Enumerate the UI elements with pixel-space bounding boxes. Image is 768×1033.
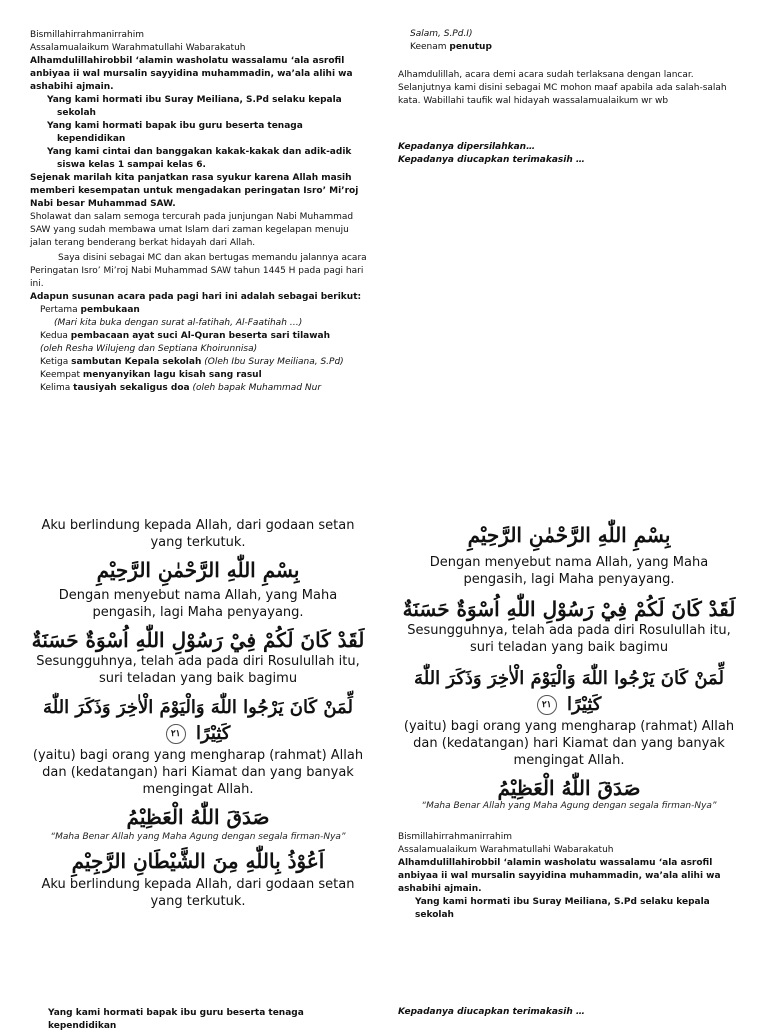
script-page-left bbox=[30, 29, 368, 395]
greeting-teachers-text: Yang kami hormati bapak ibu guru beserta tenaga kependidikan bbox=[47, 121, 303, 144]
agenda-item-2 bbox=[40, 330, 368, 343]
bismillah-line: Bismillahirrahmanirrahim bbox=[30, 30, 145, 40]
taawudz-translation: Aku berlindung kepada Allah, dari godaan setan yang terkutuk. bbox=[41, 877, 355, 909]
agenda-heading: Adapun susunan acara pada pagi hari ini adalah sebagai berikut: bbox=[30, 292, 362, 302]
bismillah-line-right: Bismillahirrahmanirrahim bbox=[398, 832, 513, 842]
agenda-item-5 bbox=[40, 382, 368, 395]
ayah-1-arabic-right: لَقَدْ كَانَ لَكُمْ فِيْ رَسُوْلِ اللّٰهِ اُسْوَةٌ حَسَنَةٌ bbox=[402, 597, 736, 621]
ayah-2-arabic bbox=[28, 695, 368, 747]
salam-line: Assalamualaikum Warahmatullahi Wabarakatuh bbox=[30, 43, 246, 53]
ayah-2-arabic-right bbox=[398, 666, 740, 718]
agenda-item-6-prefix: Keenam bbox=[410, 42, 450, 52]
greeting-students-text: Yang kami cintai dan banggakan kakak-kakak dan adik-adik siswa kelas 1 sampai kelas 6. bbox=[47, 147, 352, 170]
greeting-principal-right bbox=[398, 896, 740, 922]
gratitude-paragraph: Sejenak marilah kita panjatkan rasa syukur karena Allah masih memberi kesempatan untuk mengadakan peringatan Isro’ Mi’roj Nabi besar Muhammad SAW. bbox=[30, 173, 359, 209]
salam-line-right: Assalamualaikum Warahmatullahi Wabarakatuh bbox=[398, 845, 614, 855]
cue-thanks: Kepadanya diucapkan terimakasih … bbox=[398, 155, 585, 165]
ayah-number-marker-right: ٢١ bbox=[537, 695, 557, 715]
opening-prayer-right: Alhamdulillahirobbil ‘alamin washolatu wassalamu ‘ala asrofil anbiyaa ii wal mursalin sayyidina muhammadin, wa’ala alihi wa ashabihi ajmain. bbox=[398, 858, 721, 894]
agenda-item-1-note: (Mari kita buka dengan surat al-fatihah, Al-Faatihah …) bbox=[54, 318, 303, 328]
mc-intro-paragraph: Saya disini sebagai MC dan akan bertugas memandu jalannya acara Peringatan Isro’ Mi’roj Nabi Muhammad SAW tahun 1445 H pada pagi hari ini. bbox=[30, 253, 367, 289]
taawudz-translation-top: Aku berlindung kepada Allah, dari godaan setan yang terkutuk. bbox=[41, 518, 355, 550]
agenda-item-2-title: pembacaan ayat suci Al-Quran beserta sari tilawah bbox=[70, 331, 331, 341]
agenda-item-5-note: (oleh bapak Muhammad Nur bbox=[189, 383, 322, 393]
agenda-item-1-prefix: Pertama bbox=[40, 305, 81, 315]
agenda-item-6-title: penutup bbox=[449, 42, 492, 52]
ayah-1-translation-right: Sesungguhnya, telah ada pada diri Rosulullah itu, suri teladan yang baik bagimu bbox=[407, 623, 731, 655]
agenda-list bbox=[30, 304, 368, 395]
recitation-page-right bbox=[398, 522, 740, 811]
agenda-item-3-title: sambutan Kepala sekolah bbox=[71, 357, 202, 367]
ayah-2-arabic-text-right: لِّمَنْ كَانَ يَرْجُوا اللّٰهَ وَالْيَوْمَ الْاٰخِرَ وَذَكَرَ اللّٰهَ كَثِيْرًا bbox=[414, 668, 724, 715]
agenda-item-3 bbox=[40, 356, 368, 369]
shodaqallah-arabic-right: صَدَقَ اللّٰهُ الْعَظِيْمُ bbox=[497, 776, 641, 800]
basmalah-arabic-right: بِسْمِ اللّٰهِ الرَّحْمٰنِ الرَّحِيْمِ bbox=[467, 523, 671, 547]
greeting-teachers-repeat: Yang kami hormati bapak ibu guru beserta tenaga kependidikan bbox=[48, 1008, 304, 1031]
script-page-right bbox=[398, 28, 738, 167]
greeting-principal-right-text: Yang kami hormati ibu Suray Meiliana, S.Pd selaku kepala sekolah bbox=[415, 897, 710, 920]
ayah-number-marker: ٢١ bbox=[166, 724, 186, 744]
ayah-2-translation: (yaitu) bagi orang yang mengharap (rahmat) Allah dan (kedatangan) hari Kiamat dan yang banyak mengingat Allah. bbox=[32, 748, 364, 797]
ayah-1-translation: Sesungguhnya, telah ada pada diri Rosulullah itu, suri teladan yang baik bagimu bbox=[36, 654, 360, 686]
agenda-item-4-prefix: Keempat bbox=[40, 370, 83, 380]
agenda-item-2-prefix: Kedua bbox=[40, 331, 71, 341]
ayah-2-translation-right: (yaitu) bagi orang yang mengharap (rahmat) Allah dan (kedatangan) hari Kiamat dan yang banyak mengingat Allah. bbox=[403, 719, 735, 768]
agenda-item-2-note: (oleh Resha Wilujeng dan Septiana Khoirunnisa) bbox=[40, 344, 258, 354]
taawudz-arabic: اَعُوْذُ بِاللّٰهِ مِنَ الشَّيْطَانِ الرَّجِيْمِ bbox=[71, 849, 325, 873]
ayah-2-arabic-text: لِّمَنْ كَانَ يَرْجُوا اللّٰهَ وَالْيَوْمَ الْاٰخِرَ وَذَكَرَ اللّٰهَ كَثِيْرًا bbox=[43, 697, 353, 744]
opening-prayer: Alhamdulillahirobbil ‘alamin washolatu wassalamu ‘ala asrofil anbiyaa ii wal mursalin sayyidina muhammadin, wa’ala alihi wa ashabihi ajmain. bbox=[30, 56, 353, 92]
sholawat-paragraph: Sholawat dan salam semoga tercurah pada junjungan Nabi Muhammad SAW yang sudah membawa umat Islam dari zaman kegelapan menuju jalan terang benderang berkat hidayah dari Allah. bbox=[30, 212, 354, 248]
basmalah-translation: Dengan menyebut nama Allah, yang Maha pengasih, lagi Maha penyayang. bbox=[58, 588, 338, 620]
agenda-item-1 bbox=[40, 304, 368, 317]
shodaqallah-translation-right: “Maha Benar Allah yang Maha Agung dengan segala firman-Nya” bbox=[421, 801, 717, 811]
ayah-1-arabic: لَقَدْ كَانَ لَكُمْ فِيْ رَسُوْلِ اللّٰهِ اُسْوَةٌ حَسَنَةٌ bbox=[31, 628, 365, 652]
closing-paragraph: Alhamdulillah, acara demi acara sudah terlaksana dengan lancar. Selanjutnya kami disini sebagai MC mohon maaf apabila ada salah-salah kata. Wabillahi taufik wal hidayah wassalamualaikum wr wb bbox=[398, 70, 727, 106]
cue-invite: Kepadanya dipersilahkan… bbox=[398, 142, 536, 152]
agenda-item-3-prefix: Ketiga bbox=[40, 357, 72, 367]
recitation-page-left bbox=[28, 517, 368, 910]
shodaqallah-arabic: صَدَقَ اللّٰهُ الْعَظِيْمُ bbox=[126, 805, 270, 829]
agenda-item-4 bbox=[40, 369, 368, 382]
agenda-item-5-title: tausiyah sekaligus doa bbox=[73, 383, 190, 393]
greeting-teachers bbox=[30, 120, 368, 146]
greeting-principal-text: Yang kami hormati ibu Suray Meiliana, S.Pd selaku kepala sekolah bbox=[47, 95, 342, 118]
agenda-item-3-note: (Oleh Ibu Suray Meiliana, S.Pd) bbox=[201, 357, 344, 367]
basmalah-translation-right: Dengan menyebut nama Allah, yang Maha pengasih, lagi Maha penyayang. bbox=[429, 555, 709, 587]
agenda-item-5-note-continued: Salam, S.Pd.I) bbox=[410, 29, 473, 39]
basmalah-arabic: بِسْمِ اللّٰهِ الرَّحْمٰنِ الرَّحِيْمِ bbox=[96, 558, 300, 582]
agenda-item-5-prefix: Kelima bbox=[40, 383, 74, 393]
cue-thanks-repeat: Kepadanya diucapkan terimakasih … bbox=[398, 1007, 585, 1017]
agenda-item-1-title: pembukaan bbox=[80, 305, 140, 315]
agenda-item-4-title: menyanyikan lagu kisah sang rasul bbox=[82, 370, 262, 380]
shodaqallah-translation: “Maha Benar Allah yang Maha Agung dengan segala firman-Nya” bbox=[50, 832, 346, 842]
greeting-students bbox=[30, 146, 368, 172]
agenda-item-6 bbox=[398, 41, 738, 54]
script-repeat-right bbox=[398, 831, 740, 922]
greeting-principal bbox=[30, 94, 368, 120]
